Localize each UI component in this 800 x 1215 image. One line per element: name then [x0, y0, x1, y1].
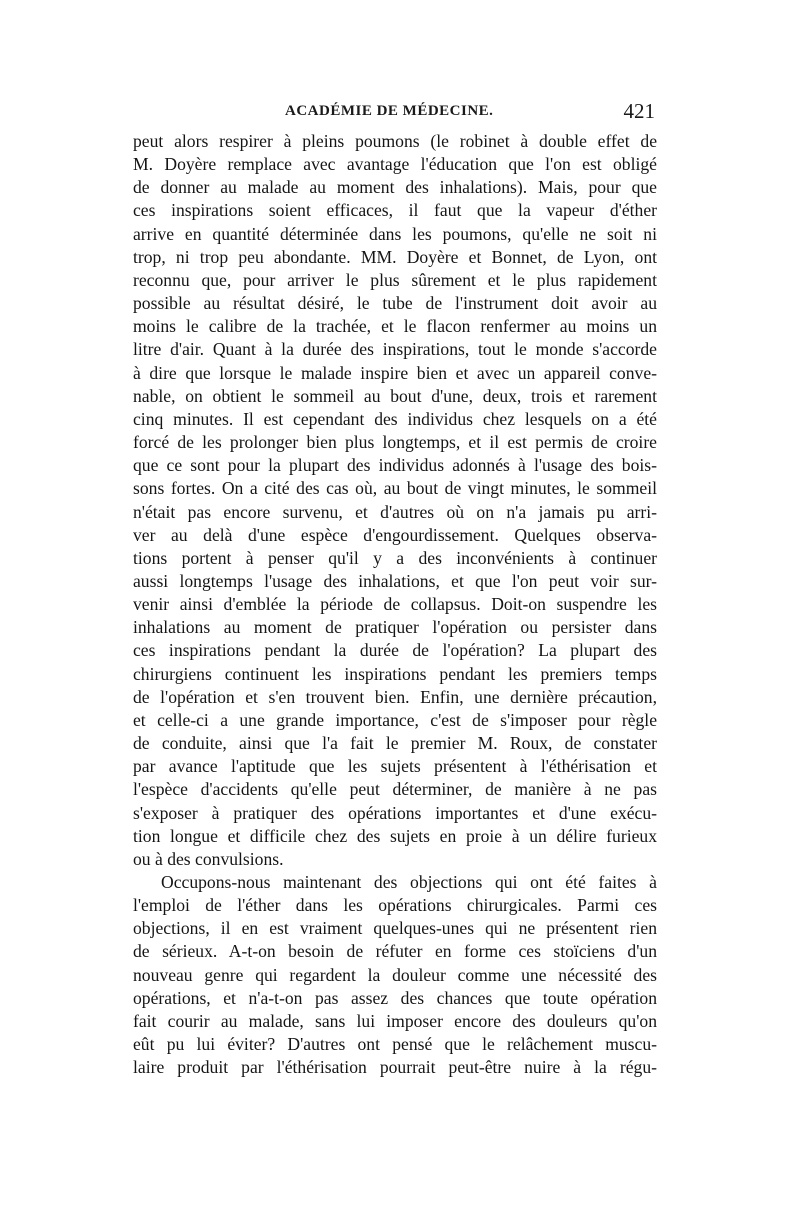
text-line: peut alors respirer à pleins poumons (le robinet à double effet de	[133, 131, 657, 151]
text-line: laire produit par l'éthérisation pourrait peut-être nuire à la régu-	[133, 1057, 657, 1078]
text-line: arrive en quantité déterminée dans les poumons, qu'elle ne soit ni	[133, 223, 657, 244]
text-line: M. Doyère remplace avec avantage l'éducation que l'on est obligé	[133, 154, 657, 175]
text-line: ces inspirations pendant la durée de l'opération? La plupart des	[133, 640, 657, 661]
text-line: et celle-ci a une grande importance, c'est de s'imposer pour règle	[133, 709, 657, 730]
text-line: de conduite, ainsi que l'a fait le premier M. Roux, de constater	[133, 733, 657, 754]
text-line: l'emploi de l'éther dans les opérations chirurgicales. Parmi ces	[133, 895, 657, 916]
text-line: trop, ni trop peu abondante. MM. Doyère et Bonnet, de Lyon, ont	[133, 246, 657, 267]
text-line: opérations, et n'a-t-on pas assez des chances que toute opération	[133, 987, 657, 1008]
text-line: l'espèce d'accidents qu'elle peut déterminer, de manière à ne pas	[133, 779, 657, 800]
text-line: nable, on obtient le sommeil au bout d'une, deux, trois et rarement	[133, 385, 657, 406]
paragraph	[133, 871, 657, 1079]
text-line: ou à des convulsions.	[133, 848, 284, 869]
text-line: fait courir au malade, sans lui imposer encore des douleurs qu'on	[133, 1010, 657, 1031]
text-line: de donner au malade au moment des inhalations). Mais, pour que	[133, 177, 657, 198]
text-line: n'était pas encore survenu, et d'autres où on n'a jamais pu arri-	[133, 501, 657, 522]
body-text	[133, 130, 657, 1079]
text-line: aussi longtemps l'usage des inhalations, et que l'on peut voir sur-	[133, 570, 657, 591]
text-line: sons fortes. On a cité des cas où, au bout de vingt minutes, le sommeil	[133, 478, 657, 499]
text-line: inhalations au moment de pratiquer l'opération ou persister dans	[133, 617, 657, 638]
text-line: de sérieux. A-t-on besoin de réfuter en forme ces stoïciens d'un	[133, 941, 657, 962]
text-line: à dire que lorsque le malade inspire bien et avec un appareil conve-	[133, 362, 657, 383]
text-line: Occupons-nous maintenant des objections qui ont été faites à	[161, 872, 657, 892]
text-line: venir ainsi d'emblée la période de collapsus. Doit-on suspendre les	[133, 594, 657, 615]
text-line: tion longue et difficile chez des sujets en proie à un délire furieux	[133, 825, 657, 846]
text-line: nouveau genre qui regardent la douleur comme une nécessité des	[133, 964, 657, 985]
text-line: moins le calibre de la trachée, et le flacon renfermer au moins un	[133, 316, 657, 337]
running-title: ACADÉMIE DE MÉDECINE.	[285, 103, 494, 119]
text-line: eût pu lui éviter? D'autres ont pensé que le relâchement muscu-	[133, 1034, 657, 1055]
text-line: que ce sont pour la plupart des individus adonnés à l'usage des bois-	[133, 455, 657, 476]
text-line: ver au delà d'une espèce d'engourdissement. Quelques observa-	[133, 524, 657, 545]
paragraph	[133, 130, 657, 871]
text-line: de l'opération et s'en trouvent bien. Enfin, une dernière précaution,	[133, 686, 657, 707]
page-header	[135, 99, 655, 125]
text-line: objections, il en est vraiment quelques-unes qui ne présentent rien	[133, 918, 657, 939]
text-line: cinq minutes. Il est cependant des individus chez lesquels on a été	[133, 408, 657, 429]
text-line: possible au résultat désiré, le tube de l'instrument doit avoir au	[133, 293, 657, 314]
text-line: litre d'air. Quant à la durée des inspirations, tout le monde s'accorde	[133, 339, 657, 360]
text-line: s'exposer à pratiquer des opérations importantes et d'une exécu-	[133, 802, 657, 823]
text-line: forcé de les prolonger bien plus longtemps, et il est permis de croire	[133, 432, 657, 453]
text-line: ces inspirations soient efficaces, il faut que la vapeur d'éther	[133, 200, 657, 221]
text-line: reconnu que, pour arriver le plus sûrement et le plus rapidement	[133, 269, 657, 290]
page-number: 421	[623, 99, 655, 123]
text-line: chirurgiens continuent les inspirations pendant les premiers temps	[133, 663, 657, 684]
text-line: par avance l'aptitude que les sujets présentent à l'éthérisation et	[133, 756, 657, 777]
text-line: tions portent à penser qu'il y a des inconvénients à continuer	[133, 547, 657, 568]
